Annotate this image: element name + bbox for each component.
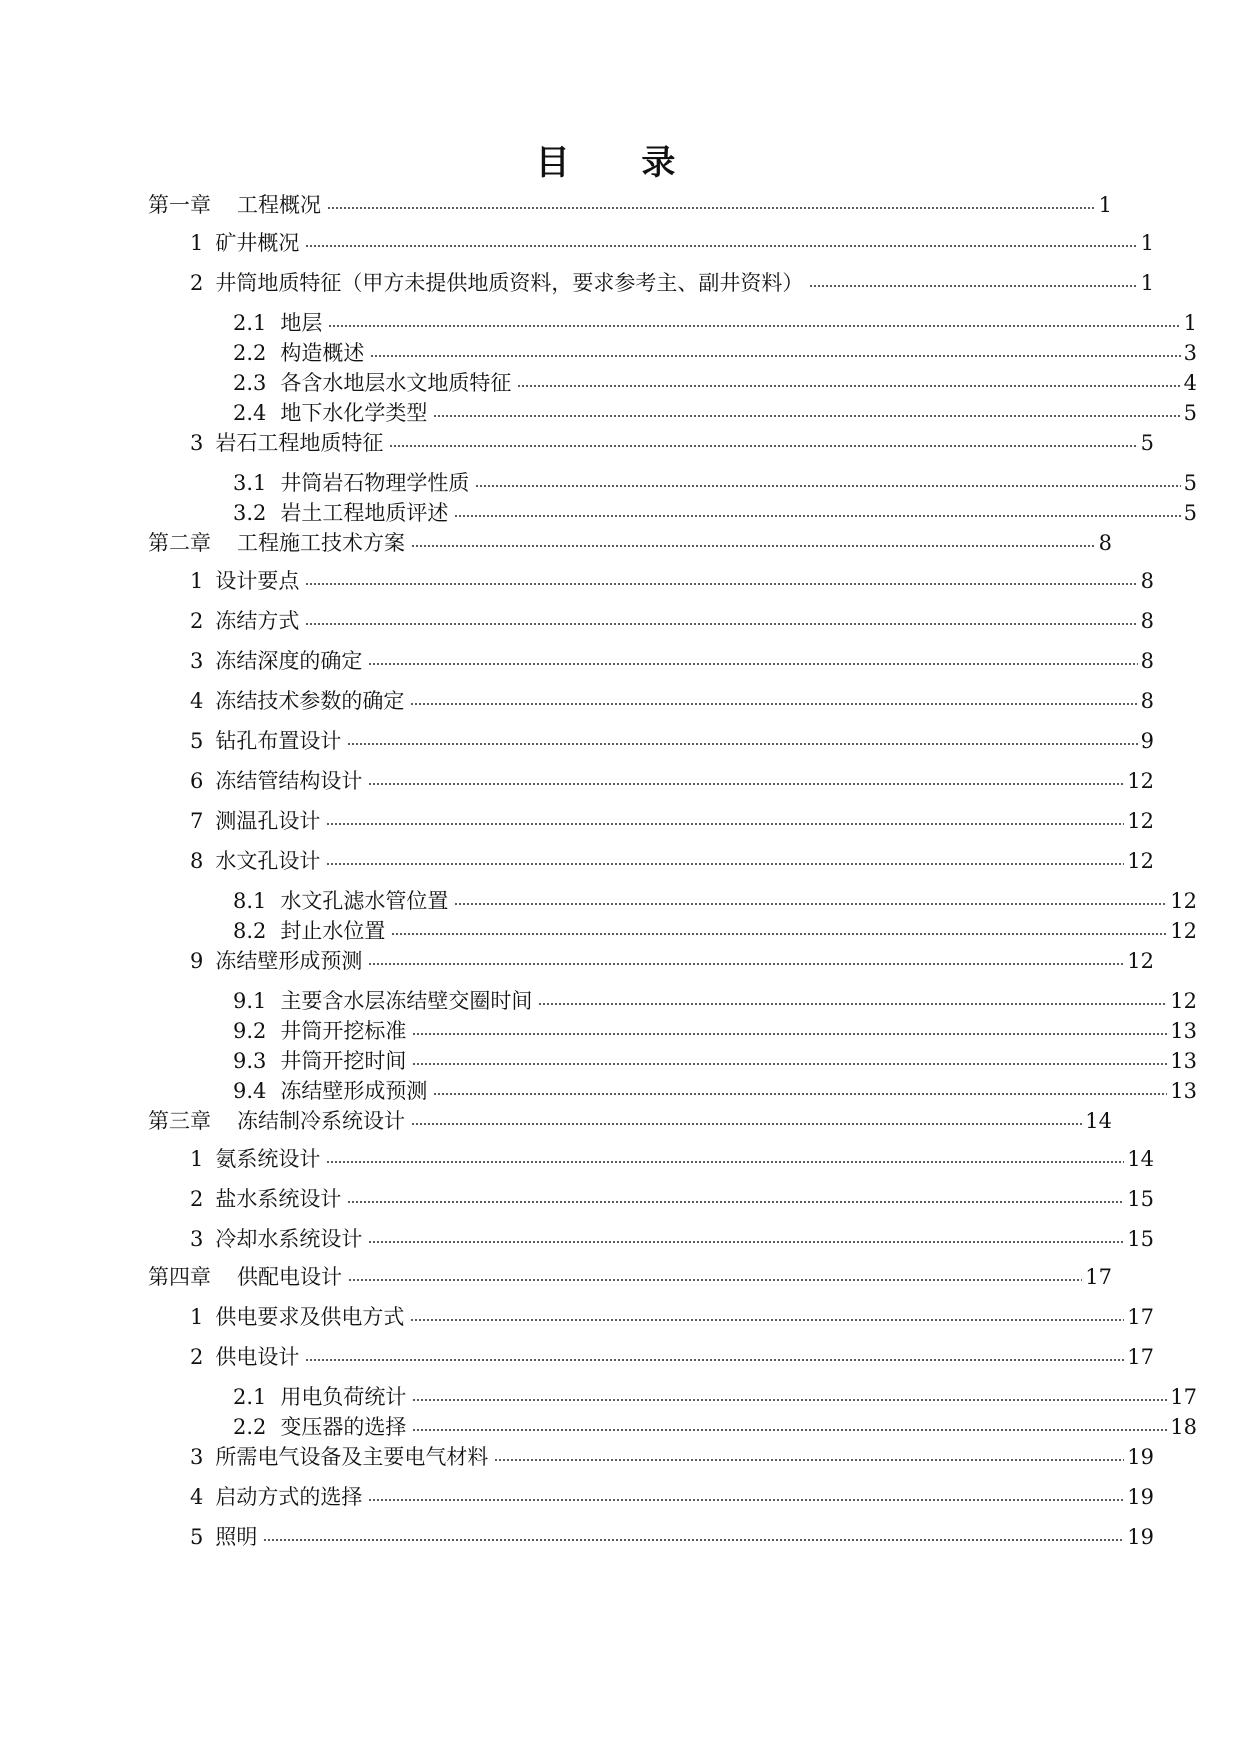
toc-entry[interactable] bbox=[148, 398, 1197, 428]
dot-leader bbox=[494, 1456, 1124, 1464]
toc-entry-title: 冷却水系统设计 bbox=[215, 1227, 363, 1251]
dot-leader bbox=[411, 1120, 1082, 1128]
dot-leader bbox=[326, 1158, 1124, 1166]
toc-entry-page-number: 12 bbox=[1127, 949, 1154, 973]
toc-entry-page-number: 5 bbox=[1183, 471, 1197, 495]
dot-leader bbox=[410, 700, 1137, 708]
toc-entry-title: 盐水系统设计 bbox=[215, 1187, 342, 1211]
toc-entry-number: 2.2 bbox=[233, 1415, 267, 1439]
toc-entry-title: 岩土工程地质评述 bbox=[280, 501, 449, 525]
dot-leader bbox=[412, 1030, 1167, 1038]
dot-leader bbox=[305, 1356, 1124, 1364]
toc-entry-page-number: 3 bbox=[1183, 341, 1197, 365]
toc-entry[interactable] bbox=[148, 946, 1154, 976]
toc-entry-page-number: 19 bbox=[1127, 1525, 1154, 1549]
toc-entry-title: 照明 bbox=[215, 1525, 258, 1549]
toc-entry[interactable] bbox=[148, 1262, 1112, 1292]
toc-entry-number: 2.1 bbox=[233, 311, 267, 335]
toc-entry-title: 供配电设计 bbox=[237, 1265, 342, 1289]
toc-entry-title: 所需电气设备及主要电气材料 bbox=[215, 1445, 489, 1469]
toc-entry-number: 第三章 bbox=[148, 1109, 211, 1133]
toc-entry-title: 冻结制冷系统设计 bbox=[237, 1109, 405, 1133]
dot-leader bbox=[305, 580, 1137, 588]
dot-leader bbox=[326, 820, 1124, 828]
toc-entry[interactable] bbox=[148, 1522, 1154, 1552]
toc-entry-number: 3 bbox=[190, 431, 204, 455]
toc-entry-number: 第二章 bbox=[148, 531, 211, 555]
dot-leader bbox=[454, 900, 1167, 908]
dot-leader bbox=[517, 382, 1180, 390]
dot-leader bbox=[326, 860, 1124, 868]
toc-entry-page-number: 17 bbox=[1085, 1265, 1112, 1289]
toc-entry-title: 冻结深度的确定 bbox=[215, 649, 363, 673]
toc-entry-page-number: 14 bbox=[1085, 1109, 1112, 1133]
dot-leader bbox=[475, 482, 1180, 490]
dot-leader bbox=[410, 1316, 1124, 1324]
toc-entry-number: 2.2 bbox=[233, 341, 267, 365]
toc-entry-page-number: 17 bbox=[1127, 1305, 1154, 1329]
toc-entry-number: 2 bbox=[190, 1187, 204, 1211]
toc-entry-number: 第四章 bbox=[148, 1265, 211, 1289]
toc-entry[interactable] bbox=[148, 846, 1154, 876]
toc-entry-page-number: 15 bbox=[1127, 1187, 1154, 1211]
toc-entry-number: 5 bbox=[190, 729, 204, 753]
toc-entry-page-number: 8 bbox=[1140, 689, 1154, 713]
dot-leader bbox=[263, 1536, 1124, 1544]
toc-entry-page-number: 17 bbox=[1127, 1345, 1154, 1369]
toc-entry[interactable] bbox=[148, 1076, 1197, 1106]
toc-entry-title: 钻孔布置设计 bbox=[215, 729, 342, 753]
toc-entry-title: 冻结管结构设计 bbox=[215, 769, 363, 793]
toc-entry[interactable] bbox=[148, 1016, 1197, 1046]
dot-leader bbox=[389, 442, 1137, 450]
toc-entry[interactable] bbox=[148, 1482, 1154, 1512]
toc-entry-page-number: 12 bbox=[1127, 769, 1154, 793]
toc-entry[interactable] bbox=[148, 1342, 1154, 1372]
toc-entry-title: 构造概述 bbox=[280, 341, 365, 365]
toc-entry-page-number: 19 bbox=[1127, 1445, 1154, 1469]
toc-entry-number: 1 bbox=[190, 1305, 204, 1329]
toc-entry-number: 2.3 bbox=[233, 371, 267, 395]
toc-entry-title: 氨系统设计 bbox=[215, 1147, 321, 1171]
toc-entry[interactable] bbox=[148, 428, 1154, 458]
toc-entry-number: 1 bbox=[190, 569, 204, 593]
toc-entry[interactable] bbox=[148, 886, 1197, 916]
toc-entry-page-number: 5 bbox=[1183, 401, 1197, 425]
toc-entry-page-number: 1 bbox=[1140, 271, 1154, 295]
dot-leader bbox=[411, 542, 1096, 550]
toc-entry-title: 冻结方式 bbox=[215, 609, 300, 633]
toc-entry-number: 2 bbox=[190, 609, 204, 633]
toc-entry-number: 9 bbox=[190, 949, 204, 973]
toc-entry-title: 用电负荷统计 bbox=[280, 1385, 407, 1409]
toc-entry-page-number: 13 bbox=[1170, 1019, 1197, 1043]
toc-entry-page-number: 12 bbox=[1170, 919, 1197, 943]
toc-entry[interactable] bbox=[148, 806, 1154, 836]
toc-entry[interactable] bbox=[148, 190, 1112, 220]
toc-entry-number: 9.4 bbox=[233, 1079, 267, 1103]
dot-leader bbox=[370, 352, 1180, 360]
dot-leader bbox=[347, 740, 1137, 748]
toc-entry[interactable] bbox=[148, 308, 1197, 338]
dot-leader bbox=[327, 204, 1096, 212]
dot-leader bbox=[368, 1238, 1124, 1246]
toc-entry-number: 2.4 bbox=[233, 401, 267, 425]
dot-leader bbox=[412, 1426, 1167, 1434]
toc-entry[interactable] bbox=[148, 1382, 1197, 1412]
dot-leader bbox=[433, 1090, 1167, 1098]
toc-entry-title: 水文孔滤水管位置 bbox=[280, 889, 449, 913]
toc-entry[interactable] bbox=[148, 1412, 1197, 1442]
toc-entry-number: 9.3 bbox=[233, 1049, 267, 1073]
toc-entry-page-number: 1 bbox=[1098, 193, 1112, 217]
toc-entry[interactable] bbox=[148, 1144, 1154, 1174]
toc-entry-title: 井筒岩石物理学性质 bbox=[280, 471, 470, 495]
toc-entry[interactable] bbox=[148, 1224, 1154, 1254]
toc-entry-number: 9.2 bbox=[233, 1019, 267, 1043]
toc-entry-number: 3.2 bbox=[233, 501, 267, 525]
toc-entry[interactable] bbox=[148, 646, 1154, 676]
toc-entry-title: 水文孔设计 bbox=[215, 849, 321, 873]
dot-leader bbox=[368, 780, 1124, 788]
toc-entry-number: 3.1 bbox=[233, 471, 267, 495]
toc-entry-title: 井筒开挖标准 bbox=[280, 1019, 407, 1043]
toc-entry-page-number: 5 bbox=[1183, 501, 1197, 525]
toc-entry-page-number: 1 bbox=[1183, 311, 1197, 335]
toc-entry-page-number: 8 bbox=[1140, 649, 1154, 673]
toc-entry[interactable] bbox=[148, 268, 1154, 298]
dot-leader bbox=[347, 1198, 1124, 1206]
dot-leader bbox=[412, 1396, 1167, 1404]
dot-leader bbox=[368, 660, 1137, 668]
toc-entry[interactable] bbox=[148, 338, 1197, 368]
toc-entry-number: 4 bbox=[190, 689, 204, 713]
dot-leader bbox=[454, 512, 1180, 520]
toc-entry[interactable] bbox=[148, 566, 1154, 596]
dot-leader bbox=[305, 620, 1137, 628]
toc-entry-title: 启动方式的选择 bbox=[215, 1485, 363, 1509]
toc-entry-title: 主要含水层冻结壁交圈时间 bbox=[280, 989, 533, 1013]
toc-entry[interactable] bbox=[148, 766, 1154, 796]
toc-entry-number: 6 bbox=[190, 769, 204, 793]
toc-entry-title: 井筒开挖时间 bbox=[280, 1049, 407, 1073]
toc-entry-number: 7 bbox=[190, 809, 204, 833]
toc-entry[interactable] bbox=[148, 498, 1197, 528]
toc-entry-page-number: 12 bbox=[1127, 849, 1154, 873]
toc-entry-page-number: 5 bbox=[1140, 431, 1154, 455]
toc-entry-number: 1 bbox=[190, 231, 204, 255]
toc-entry-title: 工程施工技术方案 bbox=[237, 531, 405, 555]
toc-entry[interactable] bbox=[148, 606, 1154, 636]
toc-entry-title: 设计要点 bbox=[215, 569, 300, 593]
toc-entry-number: 9.1 bbox=[233, 989, 267, 1013]
page-title: 目 录 bbox=[535, 143, 706, 183]
toc-entry[interactable] bbox=[148, 916, 1197, 946]
toc-entry-page-number: 13 bbox=[1170, 1049, 1197, 1073]
toc-entry[interactable] bbox=[148, 1442, 1154, 1472]
toc-entry-title: 冻结壁形成预测 bbox=[280, 1079, 428, 1103]
toc-entry-number: 2.1 bbox=[233, 1385, 267, 1409]
toc-entry-number: 3 bbox=[190, 1445, 204, 1469]
toc-entry[interactable] bbox=[148, 726, 1154, 756]
toc-entry-page-number: 8 bbox=[1140, 569, 1154, 593]
toc-entry-title: 冻结壁形成预测 bbox=[215, 949, 363, 973]
toc-entry-page-number: 15 bbox=[1127, 1227, 1154, 1251]
toc-entry-page-number: 19 bbox=[1127, 1485, 1154, 1509]
toc-entry-number: 5 bbox=[190, 1525, 204, 1549]
toc-entry-title: 岩石工程地质特征 bbox=[215, 431, 384, 455]
toc-entry[interactable] bbox=[148, 1106, 1112, 1136]
toc-entry-number: 1 bbox=[190, 1147, 204, 1171]
toc-entry-page-number: 4 bbox=[1183, 371, 1197, 395]
toc-entry-title: 封止水位置 bbox=[280, 919, 386, 943]
toc-entry-title: 井筒地质特征（甲方未提供地质资料，要求参考主、副井资料） bbox=[215, 271, 804, 295]
toc-entry[interactable] bbox=[148, 1046, 1197, 1076]
toc-entry-title: 地层 bbox=[280, 311, 323, 335]
toc-entry-number: 8.1 bbox=[233, 889, 267, 913]
toc-entry-page-number: 17 bbox=[1170, 1385, 1197, 1409]
toc-entry-number: 2 bbox=[190, 271, 204, 295]
toc-entry-number: 2 bbox=[190, 1345, 204, 1369]
toc-entry-title: 工程概况 bbox=[237, 193, 321, 217]
toc-entry-page-number: 13 bbox=[1170, 1079, 1197, 1103]
dot-leader bbox=[368, 1496, 1124, 1504]
toc-entry-title: 各含水地层水文地质特征 bbox=[280, 371, 512, 395]
toc-entry-page-number: 12 bbox=[1170, 889, 1197, 913]
toc-entry-title: 测温孔设计 bbox=[215, 809, 321, 833]
dot-leader bbox=[433, 412, 1180, 420]
toc-entry-number: 3 bbox=[190, 649, 204, 673]
dot-leader bbox=[305, 242, 1137, 250]
toc-entry[interactable] bbox=[148, 468, 1197, 498]
toc-entry[interactable] bbox=[148, 686, 1154, 716]
toc-entry-number: 8.2 bbox=[233, 919, 267, 943]
toc-entry-page-number: 8 bbox=[1098, 531, 1112, 555]
dot-leader bbox=[412, 1060, 1167, 1068]
toc-entry-number: 3 bbox=[190, 1227, 204, 1251]
toc-entry-number: 4 bbox=[190, 1485, 204, 1509]
toc-entry-title: 矿井概况 bbox=[215, 231, 300, 255]
toc-entry-number: 第一章 bbox=[148, 193, 211, 217]
dot-leader bbox=[348, 1276, 1082, 1284]
toc-entry[interactable] bbox=[148, 228, 1154, 258]
toc-entry-page-number: 14 bbox=[1127, 1147, 1154, 1171]
dot-leader bbox=[328, 322, 1180, 330]
toc-entry-page-number: 1 bbox=[1140, 231, 1154, 255]
dot-leader bbox=[538, 1000, 1167, 1008]
toc-entry-page-number: 12 bbox=[1170, 989, 1197, 1013]
toc-entry-title: 供电设计 bbox=[215, 1345, 300, 1369]
toc-entry-page-number: 9 bbox=[1140, 729, 1154, 753]
toc-entry-title: 冻结技术参数的确定 bbox=[215, 689, 405, 713]
toc-entry[interactable] bbox=[148, 986, 1197, 1016]
toc-entry[interactable] bbox=[148, 1184, 1154, 1214]
toc-entry-title: 供电要求及供电方式 bbox=[215, 1305, 405, 1329]
toc-entry-title: 变压器的选择 bbox=[280, 1415, 407, 1439]
toc-entry[interactable] bbox=[148, 368, 1197, 398]
toc-entry-page-number: 18 bbox=[1170, 1415, 1197, 1439]
toc-entry-page-number: 8 bbox=[1140, 609, 1154, 633]
toc-entry-number: 8 bbox=[190, 849, 204, 873]
toc-entry[interactable] bbox=[148, 1302, 1154, 1332]
toc-entry-page-number: 12 bbox=[1127, 809, 1154, 833]
toc-entry[interactable] bbox=[148, 528, 1112, 558]
dot-leader bbox=[391, 930, 1167, 938]
dot-leader bbox=[368, 960, 1124, 968]
toc-entry-title: 地下水化学类型 bbox=[280, 401, 428, 425]
dot-leader bbox=[809, 282, 1137, 290]
